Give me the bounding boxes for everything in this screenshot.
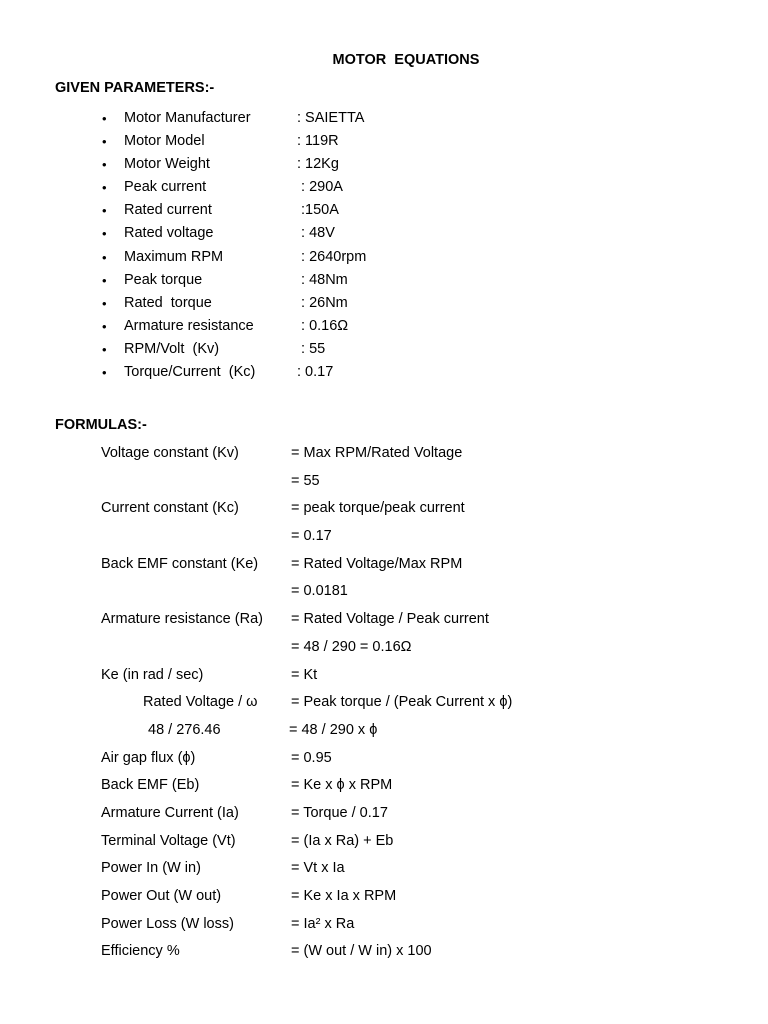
param-label: Rated voltage bbox=[124, 225, 214, 242]
bullet-icon: • bbox=[102, 341, 107, 357]
list-item bbox=[0, 222, 768, 245]
given-parameters-heading: GIVEN PARAMETERS:- bbox=[55, 80, 215, 96]
formula-label: Power Out (W out) bbox=[101, 888, 222, 904]
formula-value: = (Ia x Ra) + Eb bbox=[291, 832, 394, 849]
list-item bbox=[0, 153, 768, 176]
param-value: :150A bbox=[297, 202, 339, 219]
formula-value: = 48 / 290 = 0.16Ω bbox=[291, 638, 412, 655]
formula-value: = 0.0181 bbox=[291, 583, 348, 600]
param-value: : 48Nm bbox=[297, 271, 348, 288]
formula-value: = (W out / W in) x 100 bbox=[291, 943, 432, 960]
formula-row bbox=[0, 800, 768, 828]
formula-value: = Ke x Ia x RPM bbox=[291, 888, 397, 904]
formula-value: = Ke x ϕ x RPM bbox=[291, 777, 393, 794]
param-value: : 48V bbox=[297, 225, 335, 242]
bullet-icon: • bbox=[102, 180, 107, 196]
formula-row bbox=[0, 468, 768, 496]
bullet-icon: • bbox=[102, 226, 107, 242]
list-item bbox=[0, 292, 768, 315]
list-item bbox=[0, 315, 768, 338]
param-label: Motor Model bbox=[124, 133, 205, 150]
formula-row bbox=[0, 717, 768, 745]
param-value: : 55 bbox=[297, 340, 326, 357]
document-title: MOTOR EQUATIONS bbox=[332, 52, 480, 68]
formula-value: = Kt bbox=[291, 666, 318, 683]
bullet-icon: • bbox=[102, 203, 107, 219]
formula-label: Rated Voltage / ω bbox=[143, 694, 258, 711]
formula-value: = Peak torque / (Peak Current x ϕ) bbox=[291, 694, 513, 711]
bullet-icon: • bbox=[102, 365, 107, 381]
formula-label: Efficiency % bbox=[101, 943, 180, 960]
formula-row bbox=[0, 662, 768, 690]
param-label: Maximum RPM bbox=[124, 248, 224, 265]
list-item bbox=[0, 246, 768, 269]
formula-label: Armature Current (Ia) bbox=[101, 804, 239, 821]
param-value: : SAIETTA bbox=[297, 110, 365, 126]
param-label: Peak torque bbox=[124, 271, 203, 288]
formula-row bbox=[0, 911, 768, 939]
formula-label: Back EMF (Eb) bbox=[101, 777, 200, 794]
param-value: : 26Nm bbox=[297, 294, 348, 311]
formula-row bbox=[0, 689, 768, 717]
bullet-icon: • bbox=[102, 295, 107, 311]
formula-label: Ke (in rad / sec) bbox=[101, 666, 204, 683]
param-value: : 119R bbox=[297, 133, 339, 150]
parameters-list bbox=[0, 107, 768, 384]
param-label: Rated torque bbox=[124, 294, 212, 311]
bullet-icon: • bbox=[102, 134, 107, 150]
formula-label: 48 / 276.46 bbox=[148, 721, 221, 738]
bullet-icon: • bbox=[102, 111, 107, 126]
formulas-list bbox=[0, 440, 768, 966]
formula-value: = Ia² x Ra bbox=[291, 915, 355, 932]
formula-label: Voltage constant (Kv) bbox=[101, 445, 239, 461]
formula-row bbox=[0, 828, 768, 856]
formula-value: = Max RPM/Rated Voltage bbox=[291, 445, 463, 461]
formula-row bbox=[0, 938, 768, 966]
formulas-heading: FORMULAS:- bbox=[55, 417, 147, 433]
formula-value: = 48 / 290 x ϕ bbox=[289, 721, 378, 738]
formula-row bbox=[0, 440, 768, 468]
formula-value: = Rated Voltage / Peak current bbox=[291, 611, 489, 628]
formula-value: = Torque / 0.17 bbox=[291, 804, 388, 821]
formula-row bbox=[0, 495, 768, 523]
formula-label: Power In (W in) bbox=[101, 860, 201, 877]
param-label: Armature resistance bbox=[124, 317, 254, 334]
formula-row bbox=[0, 523, 768, 551]
list-item bbox=[0, 269, 768, 292]
param-label: Peak current bbox=[124, 179, 207, 196]
bullet-icon: • bbox=[102, 272, 107, 288]
formula-value: = 0.95 bbox=[291, 749, 332, 766]
formula-row bbox=[0, 551, 768, 579]
formula-label: Armature resistance (Ra) bbox=[101, 611, 263, 628]
param-value: : 290A bbox=[297, 179, 343, 196]
param-label: RPM/Volt (Kv) bbox=[124, 340, 220, 357]
param-value: : 0.16Ω bbox=[297, 317, 349, 334]
param-value: : 12Kg bbox=[297, 156, 339, 173]
list-item bbox=[0, 176, 768, 199]
formula-value: = 0.17 bbox=[291, 528, 332, 545]
formula-row bbox=[0, 772, 768, 800]
param-label: Torque/Current (Kc) bbox=[124, 364, 256, 381]
bullet-icon: • bbox=[102, 157, 107, 173]
formula-row bbox=[0, 634, 768, 662]
formula-label: Current constant (Kc) bbox=[101, 500, 239, 517]
param-value: : 0.17 bbox=[297, 364, 334, 381]
bullet-icon: • bbox=[102, 318, 107, 334]
formula-row bbox=[0, 745, 768, 773]
list-item bbox=[0, 199, 768, 222]
param-label: Motor Manufacturer bbox=[124, 110, 251, 126]
param-label: Motor Weight bbox=[124, 156, 210, 173]
formula-row bbox=[0, 883, 768, 911]
list-item bbox=[0, 361, 768, 384]
formula-row bbox=[0, 855, 768, 883]
formula-value: = Rated Voltage/Max RPM bbox=[291, 555, 463, 572]
list-item bbox=[0, 107, 768, 130]
list-item bbox=[0, 338, 768, 361]
bullet-icon: • bbox=[102, 249, 107, 265]
formula-label: Terminal Voltage (Vt) bbox=[101, 832, 236, 849]
formula-label: Back EMF constant (Ke) bbox=[101, 555, 259, 572]
formula-label: Air gap flux (ϕ) bbox=[101, 749, 196, 766]
formula-value: = peak torque/peak current bbox=[291, 500, 465, 517]
param-label: Rated current bbox=[124, 202, 212, 219]
formula-row bbox=[0, 578, 768, 606]
param-value: : 2640rpm bbox=[297, 248, 367, 265]
formula-value: = Vt x Ia bbox=[291, 860, 345, 877]
list-item bbox=[0, 130, 768, 153]
formula-row bbox=[0, 606, 768, 634]
formula-value: = 55 bbox=[291, 472, 320, 489]
formula-label: Power Loss (W loss) bbox=[101, 915, 234, 932]
